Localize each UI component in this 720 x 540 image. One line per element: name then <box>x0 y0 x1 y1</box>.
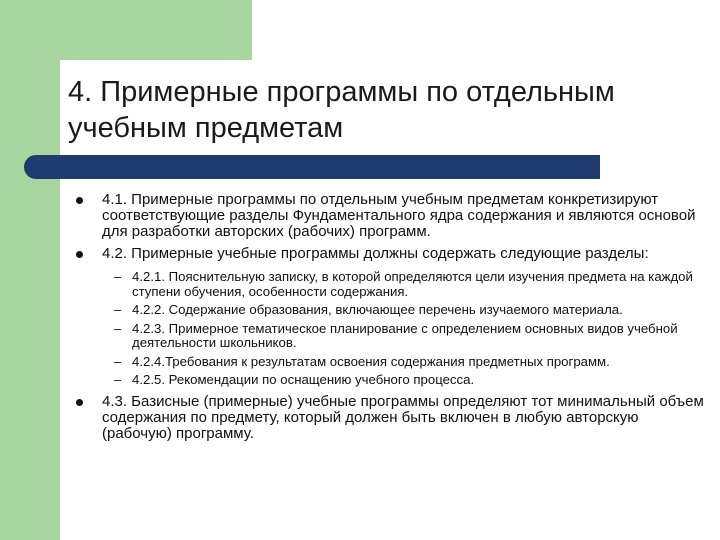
bullet-item <box>74 192 704 240</box>
green-side-strip <box>0 0 60 540</box>
sub-item <box>74 303 704 318</box>
slide-body <box>74 192 704 448</box>
dash-marker: – <box>114 372 122 387</box>
sub-item <box>74 270 704 299</box>
sub-item <box>74 355 704 370</box>
sub-item-text: 4.2.5. Рекомендации по оснащению учебного процесса. <box>132 372 475 387</box>
bullet-icon <box>76 197 83 204</box>
dash-marker: – <box>114 353 122 369</box>
dash-marker: – <box>114 302 122 317</box>
bullet-icon <box>76 399 83 406</box>
bullet-item <box>74 246 704 262</box>
sub-item-text: 4.2.3. Примерное тематическое планирование с определением основных видов учебной деятельности школьников. <box>132 320 678 350</box>
bullet-text: 4.3. Базисные (примерные) учебные программы определяют тот минимальный объем содержания по предмету, который должен быть включен в любую авторскую (рабочую) программу. <box>102 392 704 442</box>
sub-item <box>74 373 704 388</box>
sub-item-text: 4.2.4.Требования к результатам освоения содержания предметных программ. <box>132 353 610 369</box>
green-top-block <box>0 0 252 60</box>
slide-title: 4. Примерные программы по отдельным учебным предметам <box>68 76 615 144</box>
sub-item <box>74 322 704 351</box>
title-underline-bar <box>24 155 600 179</box>
bullet-icon <box>76 251 83 258</box>
dash-marker: – <box>114 269 122 284</box>
dash-marker: – <box>114 320 122 336</box>
sub-list <box>74 270 704 388</box>
bullet-item <box>74 394 704 442</box>
bullet-text: 4.1. Примерные программы по отдельным учебным предметам конкретизируют соответствующие разделы Фундаментального ядра содержания и являются основой для разработки авторских (рабочих) программ. <box>102 191 696 240</box>
bullet-text: 4.2. Примерные учебные программы должны содержать следующие разделы: <box>102 245 649 262</box>
sub-item-text: 4.2.1. Пояснительную записку, в которой определяются цели изучения предмета на каждой ступени обучения, особенности содержания. <box>132 269 693 299</box>
sub-item-text: 4.2.2. Содержание образования, включающее перечень изучаемого материала. <box>132 302 623 317</box>
